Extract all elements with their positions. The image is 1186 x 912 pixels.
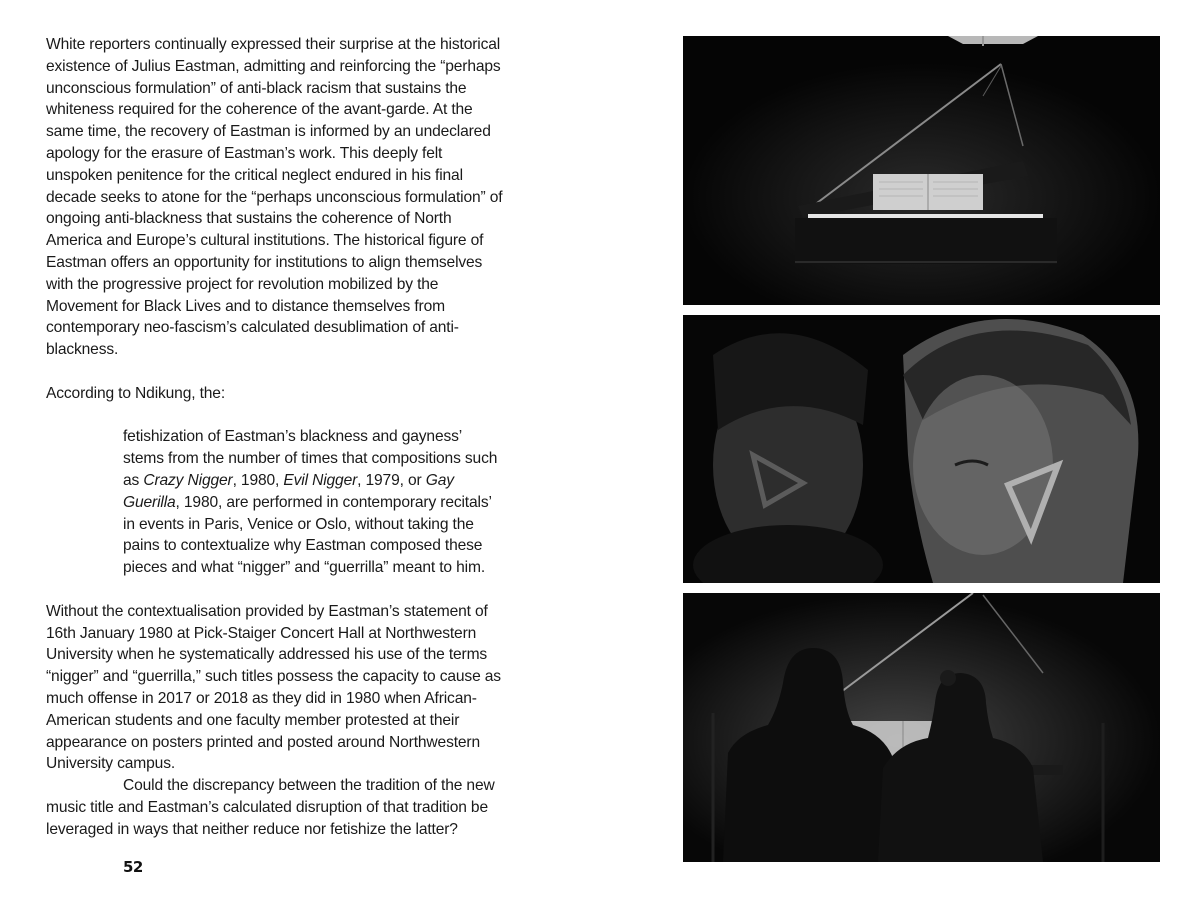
body-text-column	[46, 34, 506, 840]
photo-performers-faces-image	[683, 315, 1160, 583]
paragraph-eastman-reporters: White reporters continually expressed their surprise at the historical existence of Julius Eastman, admitting and reinforcing the “perhaps unconscious formulation” of anti-black racism that sustains the whiteness required for the coherence of the avant-garde. At the same time, the recovery of Eastman is informed by an undeclared apology for the erasure of Eastman’s work. This deeply felt unspoken penitence for the critical neglect endured in his final decade seeks to atone for the “perhaps unconscious formulation” of ongoing anti-blackness that sustains the coherence of North America and Europe’s cultural institutions. The historical figure of Eastman offers an opportunity for institutions to align themselves with the progressive project for revolution mobilized by the Movement for Black Lives and to distance themselves from contemporary neo-fascism’s calculated desublimation of anti-blackness.	[46, 36, 503, 359]
photo-performers-faces	[683, 315, 1160, 583]
photo-grand-piano-stage-image	[683, 36, 1160, 305]
block-quote: fetishization of Eastman’s blackness and gayness’ stems from the number of times that compositions such as Crazy Nigger, 1980, Evil Nigger, 1979, or Gay Guerilla, 1980, are performed in contemporary recitals’ in events in Paris, Venice or Oslo, without taking the pains to contextualize why Eastman composed these pieces and what “nigger” and “guerrilla” meant to him.	[123, 428, 498, 577]
title-crazy-nigger: Crazy Nigger	[143, 471, 233, 489]
photo-performers-at-piano-image	[683, 593, 1160, 862]
title-gay-guerilla: Gay Guerilla	[123, 471, 454, 511]
paragraph-ndikung-intro: According to Ndikung, the:	[46, 384, 225, 402]
page-number: 52	[123, 858, 143, 876]
paragraph-contextualisation: Without the contextualisation provided by Eastman’s statement of 16th January 1980 at Pick-Staiger Concert Hall at Northwestern University when he systematically addressed his use of the terms “nigger” and “guerrilla,” such titles possess the capacity to cause as much offense in 2017 or 2018 as they did in 1980 when African-American students and one faculty member protested at their appearance on posters printed and posted around Northwestern University campus.	[46, 602, 501, 773]
paragraph-discrepancy-question: Could the discrepancy between the tradition of the new music title and Eastman’s calculated disruption of that tradition be leveraged in ways that neither reduce nor fetishize the latter?	[46, 777, 495, 838]
title-evil-nigger: Evil Nigger	[283, 471, 358, 489]
photo-performers-at-piano	[683, 593, 1160, 862]
photo-grand-piano-stage	[683, 36, 1160, 305]
